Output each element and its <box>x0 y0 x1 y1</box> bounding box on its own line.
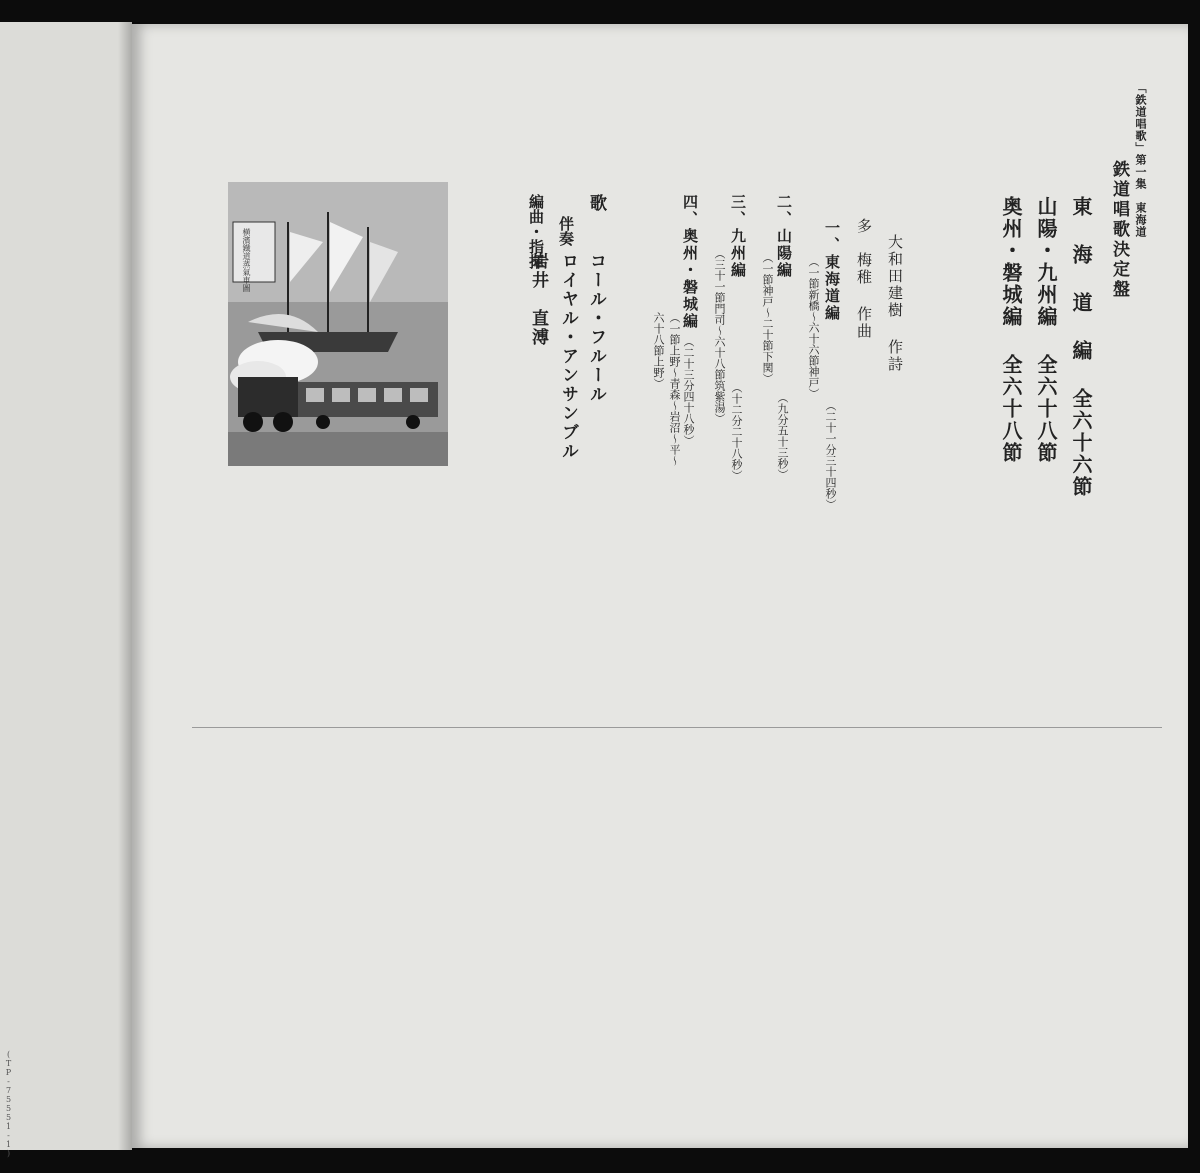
volume-title-2: 山陽・九州編全六十八節 <box>1034 196 1058 464</box>
credit-singer-name: コール・フルール <box>586 252 606 404</box>
track-2-label: 二、山陽編 <box>775 194 793 279</box>
left-page <box>0 22 132 1150</box>
track-1-range: （一節新橋〜六十六節神戸） <box>807 256 820 399</box>
track-2-range: （一節神戸〜二十節下関） <box>761 252 774 384</box>
lyricist: 大和田建樹 作詩 <box>886 234 904 373</box>
credit-arranger-name: 岩井 直溥 <box>528 252 548 347</box>
credit-accomp-role: 伴奏 <box>557 216 575 246</box>
volume-title-3: 奥州・磐城編全六十八節 <box>999 196 1023 464</box>
right-page <box>132 24 1188 1148</box>
track-3-range: （三十一節門司〜六十八節筑紫湯） <box>713 248 726 424</box>
lyrics-divider <box>192 727 1162 728</box>
woodblock-illustration <box>228 182 448 466</box>
credit-singer-role: 歌 <box>586 194 606 211</box>
track-2-time: （九分五十三秒） <box>776 392 789 480</box>
track-1-label: 一、東海道編 <box>823 220 841 322</box>
track-4-label: 四、奥州・磐城編 <box>681 194 699 330</box>
train-ship-print-icon <box>228 182 448 466</box>
volume-title-1: 東 海 道 編全六十六節 <box>1069 196 1093 498</box>
series-title: 鉄道唱歌決定盤 <box>1109 160 1129 300</box>
illustration-caption: 横濱鐡道蒸氣車圖 <box>242 228 251 292</box>
credit-accomp-name: ロイヤル・アンサンブル <box>558 252 578 461</box>
track-4-range: （一節上野〜青森〜岩沼〜平〜六十八節上野） <box>652 312 681 466</box>
track-3-time: （十二分二十八秒） <box>730 382 743 481</box>
track-1-time: （二十一分三十四秒） <box>824 400 837 510</box>
track-4-time: （二十三分四十八秒） <box>682 336 695 446</box>
catalog-number: (TP-75551-1) <box>4 1050 13 1158</box>
lyrics-heading: 「鉄道唱歌」第一集 東海道 <box>1134 82 1147 238</box>
credit-arranger-role: 編曲・指揮 <box>527 194 545 269</box>
track-3-label: 三、九州編 <box>729 194 747 279</box>
composer: 多 梅稚 作曲 <box>855 218 873 340</box>
